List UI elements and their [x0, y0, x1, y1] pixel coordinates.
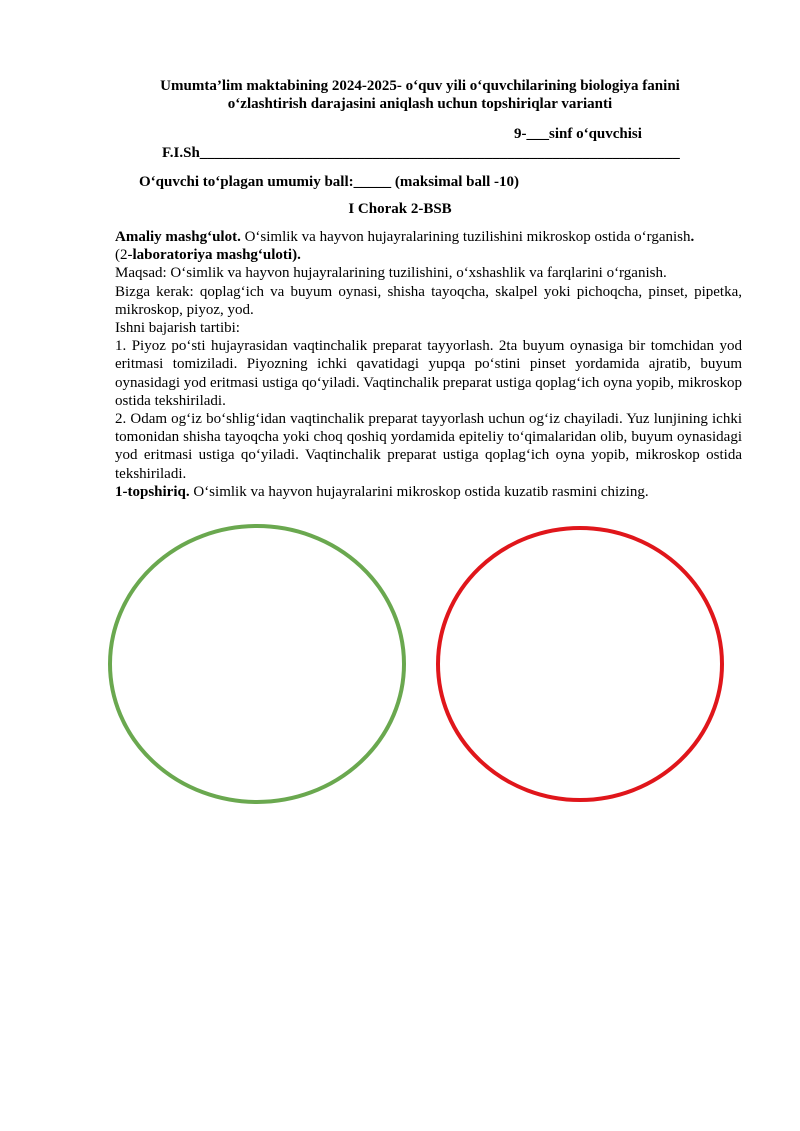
- practical-label: Amaliy mashg‘ulot.: [115, 229, 241, 245]
- title-line-1: Umumta’lim maktabining 2024-2025- o‘quv yili o‘quvchilarining biologiya fanini: [160, 78, 680, 94]
- class-field[interactable]: 9-___sinf o‘quvchisi: [514, 126, 642, 142]
- lab-open: (2-: [115, 247, 133, 264]
- animal-cell-drawing-circle[interactable]: [438, 528, 722, 800]
- materials-text: Bizga kerak: qoplag‘ich va buyum oynasi, shisha tayoqcha, skalpel yoki pichoqcha, pinset, pipetka, mikroskop, piyoz, yod.: [115, 283, 742, 318]
- title-line-2: o‘zlashtirish darajasini aniqlash uchun topshiriqlar varianti: [227, 96, 613, 112]
- task-text: O‘simlik va hayvon hujayralarini mikroskop ostida kuzatib rasmini chizing.: [189, 483, 649, 500]
- task-label: 1-topshiriq.: [115, 483, 190, 500]
- procedure-step-1: 1. Piyoz po‘sti hujayrasidan vaqtinchalik preparat tayyorlash. 2ta buyum oynasiga bir tomchidan yod eritmasi tomiziladi. Piyozning ichki qavatidagi yupqa po‘stini pinset yordamida ajratib, buyum oynasidagi yod eritmasi ustiga qo‘yiladi. Vaqtinchalik preparat ustiga qoplag‘ich oyna yopib, mikroskop ostida tekshiriladi.: [115, 338, 742, 409]
- procedure-step-2: 2. Odam og‘iz bo‘shlig‘idan vaqtinchalik preparat tayyorlash uchun og‘iz chayiladi. Yuz lunjining ichki tomonidan shisha tayoqcha yoki choq qoshiq yordamida epiteliy to‘qimalaridan olib, buyum oynasidagi yod eritmasi ustiga qo‘yiladi. Vaqtinchalik preparat ustiga qoplag‘ich oyna yopib, mikroskop ostida tekshiriladi.: [115, 411, 742, 482]
- quarter-heading: I Chorak 2-BSB: [348, 201, 452, 217]
- plant-cell-drawing-circle[interactable]: [110, 526, 404, 802]
- procedure-heading: Ishni bajarish tartibi:: [115, 320, 240, 337]
- score-field[interactable]: O‘quvchi to‘plagan umumiy ball:_____ (maksimal ball -10): [139, 174, 520, 190]
- practical-dot: .: [690, 229, 695, 245]
- student-name-field[interactable]: F.I.Sh________________________________________________________________: [162, 145, 680, 161]
- practical-text: O‘simlik va hayvon hujayralarining tuzilishini mikroskop ostida o‘rganish: [240, 229, 691, 245]
- lab-text: laboratoriya mashg‘uloti).: [132, 247, 301, 264]
- goal-text: Maqsad: O‘simlik va hayvon hujayralarining tuzilishini, o‘xshashlik va farqlarini o‘rganish.: [115, 265, 667, 282]
